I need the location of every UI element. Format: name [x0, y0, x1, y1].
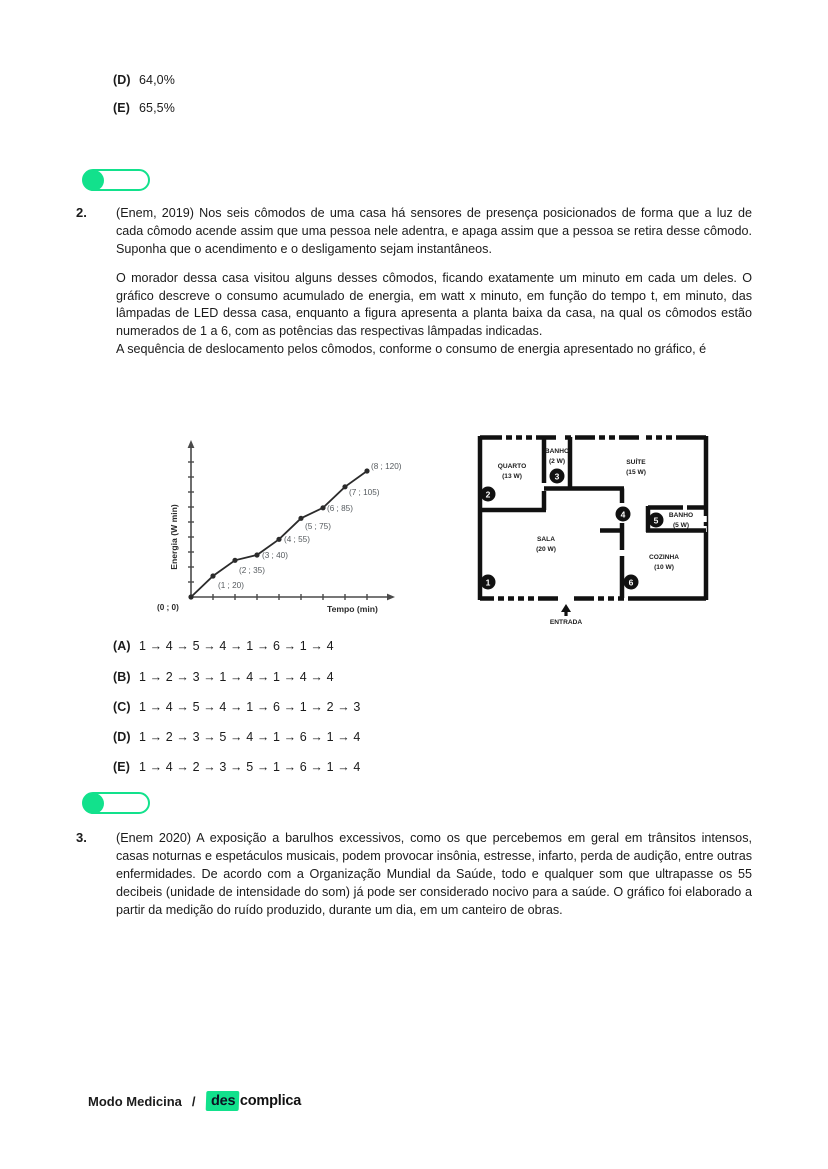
entrance-label: ENTRADA: [549, 619, 583, 626]
energy-consumption-chart: [155, 432, 405, 622]
sensor-label-6: 6: [628, 577, 634, 588]
sensor-badge-6[interactable]: [624, 575, 639, 590]
q2-option-row-b[interactable]: [113, 670, 334, 684]
question-2-body: [116, 205, 752, 359]
option-letter: (E): [113, 101, 130, 115]
chart-point-label-8: (8 ; 120): [371, 462, 402, 471]
room-power-suite: (15 W): [626, 469, 646, 476]
option-letter: (D): [113, 73, 131, 87]
floorplan-svg: [468, 428, 718, 626]
q2-option-row-c[interactable]: [113, 700, 360, 714]
chart-svg: [155, 432, 405, 622]
x-axis-arrow-icon: [387, 594, 395, 601]
option-letter: (B): [113, 670, 131, 684]
sensor-badge-5[interactable]: [649, 513, 664, 528]
question-2-paragraph-2: O morador dessa casa visitou alguns desses cômodos, ficando exatamente um minuto em cada um deles. O gráfico descreve o consumo acumulado de energia, em watt x minuto, em função do tempo t, em minuto, das lâmpadas de LED dessa casa, enquanto a figura apresenta a planta baixa da casa, na qual os cômodos estão numerados de 1 a 6, com as potências das respectivas lâmpadas indicadas.: [116, 270, 752, 339]
room-power-banho-5w: (5 W): [672, 522, 690, 529]
option-letter: (D): [113, 730, 131, 744]
option-text: 64,0%: [139, 73, 175, 87]
sensor-badge-4[interactable]: [616, 507, 631, 522]
q2-option-row-a[interactable]: [113, 639, 334, 653]
chart-point-label-2: (2 ; 35): [239, 566, 265, 575]
option-text: 1 → 2 → 3 → 5 → 4 → 1 → 6 → 1 → 4: [139, 730, 361, 744]
option-text: 1 → 4 → 2 → 3 → 5 → 1 → 6 → 1 → 4: [139, 760, 361, 774]
footer-separator: /: [191, 1093, 196, 1109]
question-number: 2.: [76, 205, 87, 220]
room-name-banho-2w: BANHO: [544, 448, 570, 455]
logo-badge-des: des: [205, 1091, 239, 1111]
sensor-badge-3[interactable]: [550, 469, 565, 484]
house-floorplan: [468, 428, 718, 626]
option-text: 65,5%: [139, 101, 175, 115]
question-2-paragraph-3: A sequência de deslocamento pelos cômodos, conforme o consumo de energia apresentado no gráfico, é: [116, 342, 707, 357]
sensor-badge-2[interactable]: [481, 487, 496, 502]
sensor-label-3: 3: [554, 471, 560, 482]
option-letter: (A): [113, 639, 131, 653]
sensor-label-1: 1: [485, 577, 491, 588]
toggle-knob-icon: [83, 793, 104, 814]
question-number: 3.: [76, 830, 87, 845]
chart-point-label-6: (6 ; 85): [327, 504, 353, 513]
entrance-arrow-stem: [564, 611, 567, 616]
logo-text-complica: complica: [239, 1093, 302, 1109]
q2-option-row-d[interactable]: [113, 730, 360, 744]
chart-x-axis-title: Tempo (min): [327, 604, 378, 614]
chart-point-label-4: (4 ; 55): [284, 535, 310, 544]
room-name-quarto: QUARTO: [497, 463, 527, 470]
chart-line-series: [191, 471, 367, 597]
room-power-quarto: (13 W): [502, 473, 522, 480]
entrance-arrow-icon: [561, 604, 571, 612]
descomplica-logo[interactable]: [206, 1091, 302, 1111]
chart-point-label-7: (7 ; 105): [349, 488, 380, 497]
room-name-banho-5w: BANHO: [668, 512, 694, 519]
question-3-paragraph-1: (Enem 2020) A exposição a barulhos excessivos, como os que percebemos em geral em trânsitos intensos, casas noturnas e espetáculos musicais, podem provocar insônia, estresse, infarto, perda de audição, entre outras enfermidades. De acordo com a Organização Mundial da Saúde, todo e qualquer som que ultrapasse os 55 decibeis (unidade de intensidade do som) já pode ser considerado nocivo para a saúde. O gráfico foi elaborado a partir da medição do ruído produzido, durante um dia, em um canteiro de obras.: [116, 831, 752, 917]
sensor-label-2: 2: [485, 489, 491, 500]
option-text: 1 → 4 → 5 → 4 → 1 → 6 → 1 → 2 → 3: [139, 700, 361, 714]
sensor-badge-1[interactable]: [481, 575, 496, 590]
option-text: 1 → 4 → 5 → 4 → 1 → 6 → 1 → 4: [139, 639, 334, 653]
sensor-label-5: 5: [653, 515, 659, 526]
question-2: [76, 205, 766, 359]
option-row-d[interactable]: [113, 73, 175, 87]
room-power-sala: (20 W): [536, 546, 556, 553]
question-3-body: [116, 830, 752, 919]
chart-point-label-0: (0 ; 0): [157, 603, 179, 612]
question-3: [76, 830, 766, 919]
toggle-knob-icon: [83, 170, 104, 191]
option-row-e[interactable]: [113, 101, 175, 115]
question-2-paragraph-1: (Enem, 2019) Nos seis cômodos de uma casa há sensores de presença posicionados de forma que a luz de cada cômodo acende assim que uma pessoa nele adentra, e apaga assim que a pessoa se retira desse cômodo. Suponha que o acendimento e o desligamento sejam instantâneos.: [116, 206, 752, 256]
toggle-question-2[interactable]: [82, 169, 150, 191]
entrance-marker: [550, 604, 582, 626]
room-power-banho-2w: (2 W): [548, 458, 566, 465]
room-name-suite: SUÍTE: [626, 459, 646, 466]
room-name-cozinha: COZINHA: [648, 554, 680, 561]
chart-point-label-5: (5 ; 75): [305, 522, 331, 531]
option-letter: (E): [113, 760, 130, 774]
option-text: 1 → 2 → 3 → 1 → 4 → 1 → 4 → 4: [139, 670, 334, 684]
footer-brand: Modo Medicina: [88, 1093, 182, 1109]
option-letter: (C): [113, 700, 131, 714]
room-power-cozinha: (10 W): [654, 564, 674, 571]
sensor-label-4: 4: [620, 509, 626, 520]
page-footer: [88, 1091, 301, 1111]
chart-y-axis-title: Energia (W min): [169, 504, 179, 570]
chart-point-label-1: (1 ; 20): [218, 581, 244, 590]
toggle-question-3[interactable]: [82, 792, 150, 814]
y-axis-arrow-icon: [188, 440, 195, 448]
chart-point-label-3: (3 ; 40): [262, 551, 288, 560]
room-name-sala: SALA: [537, 536, 555, 543]
q2-option-row-e[interactable]: [113, 760, 360, 774]
